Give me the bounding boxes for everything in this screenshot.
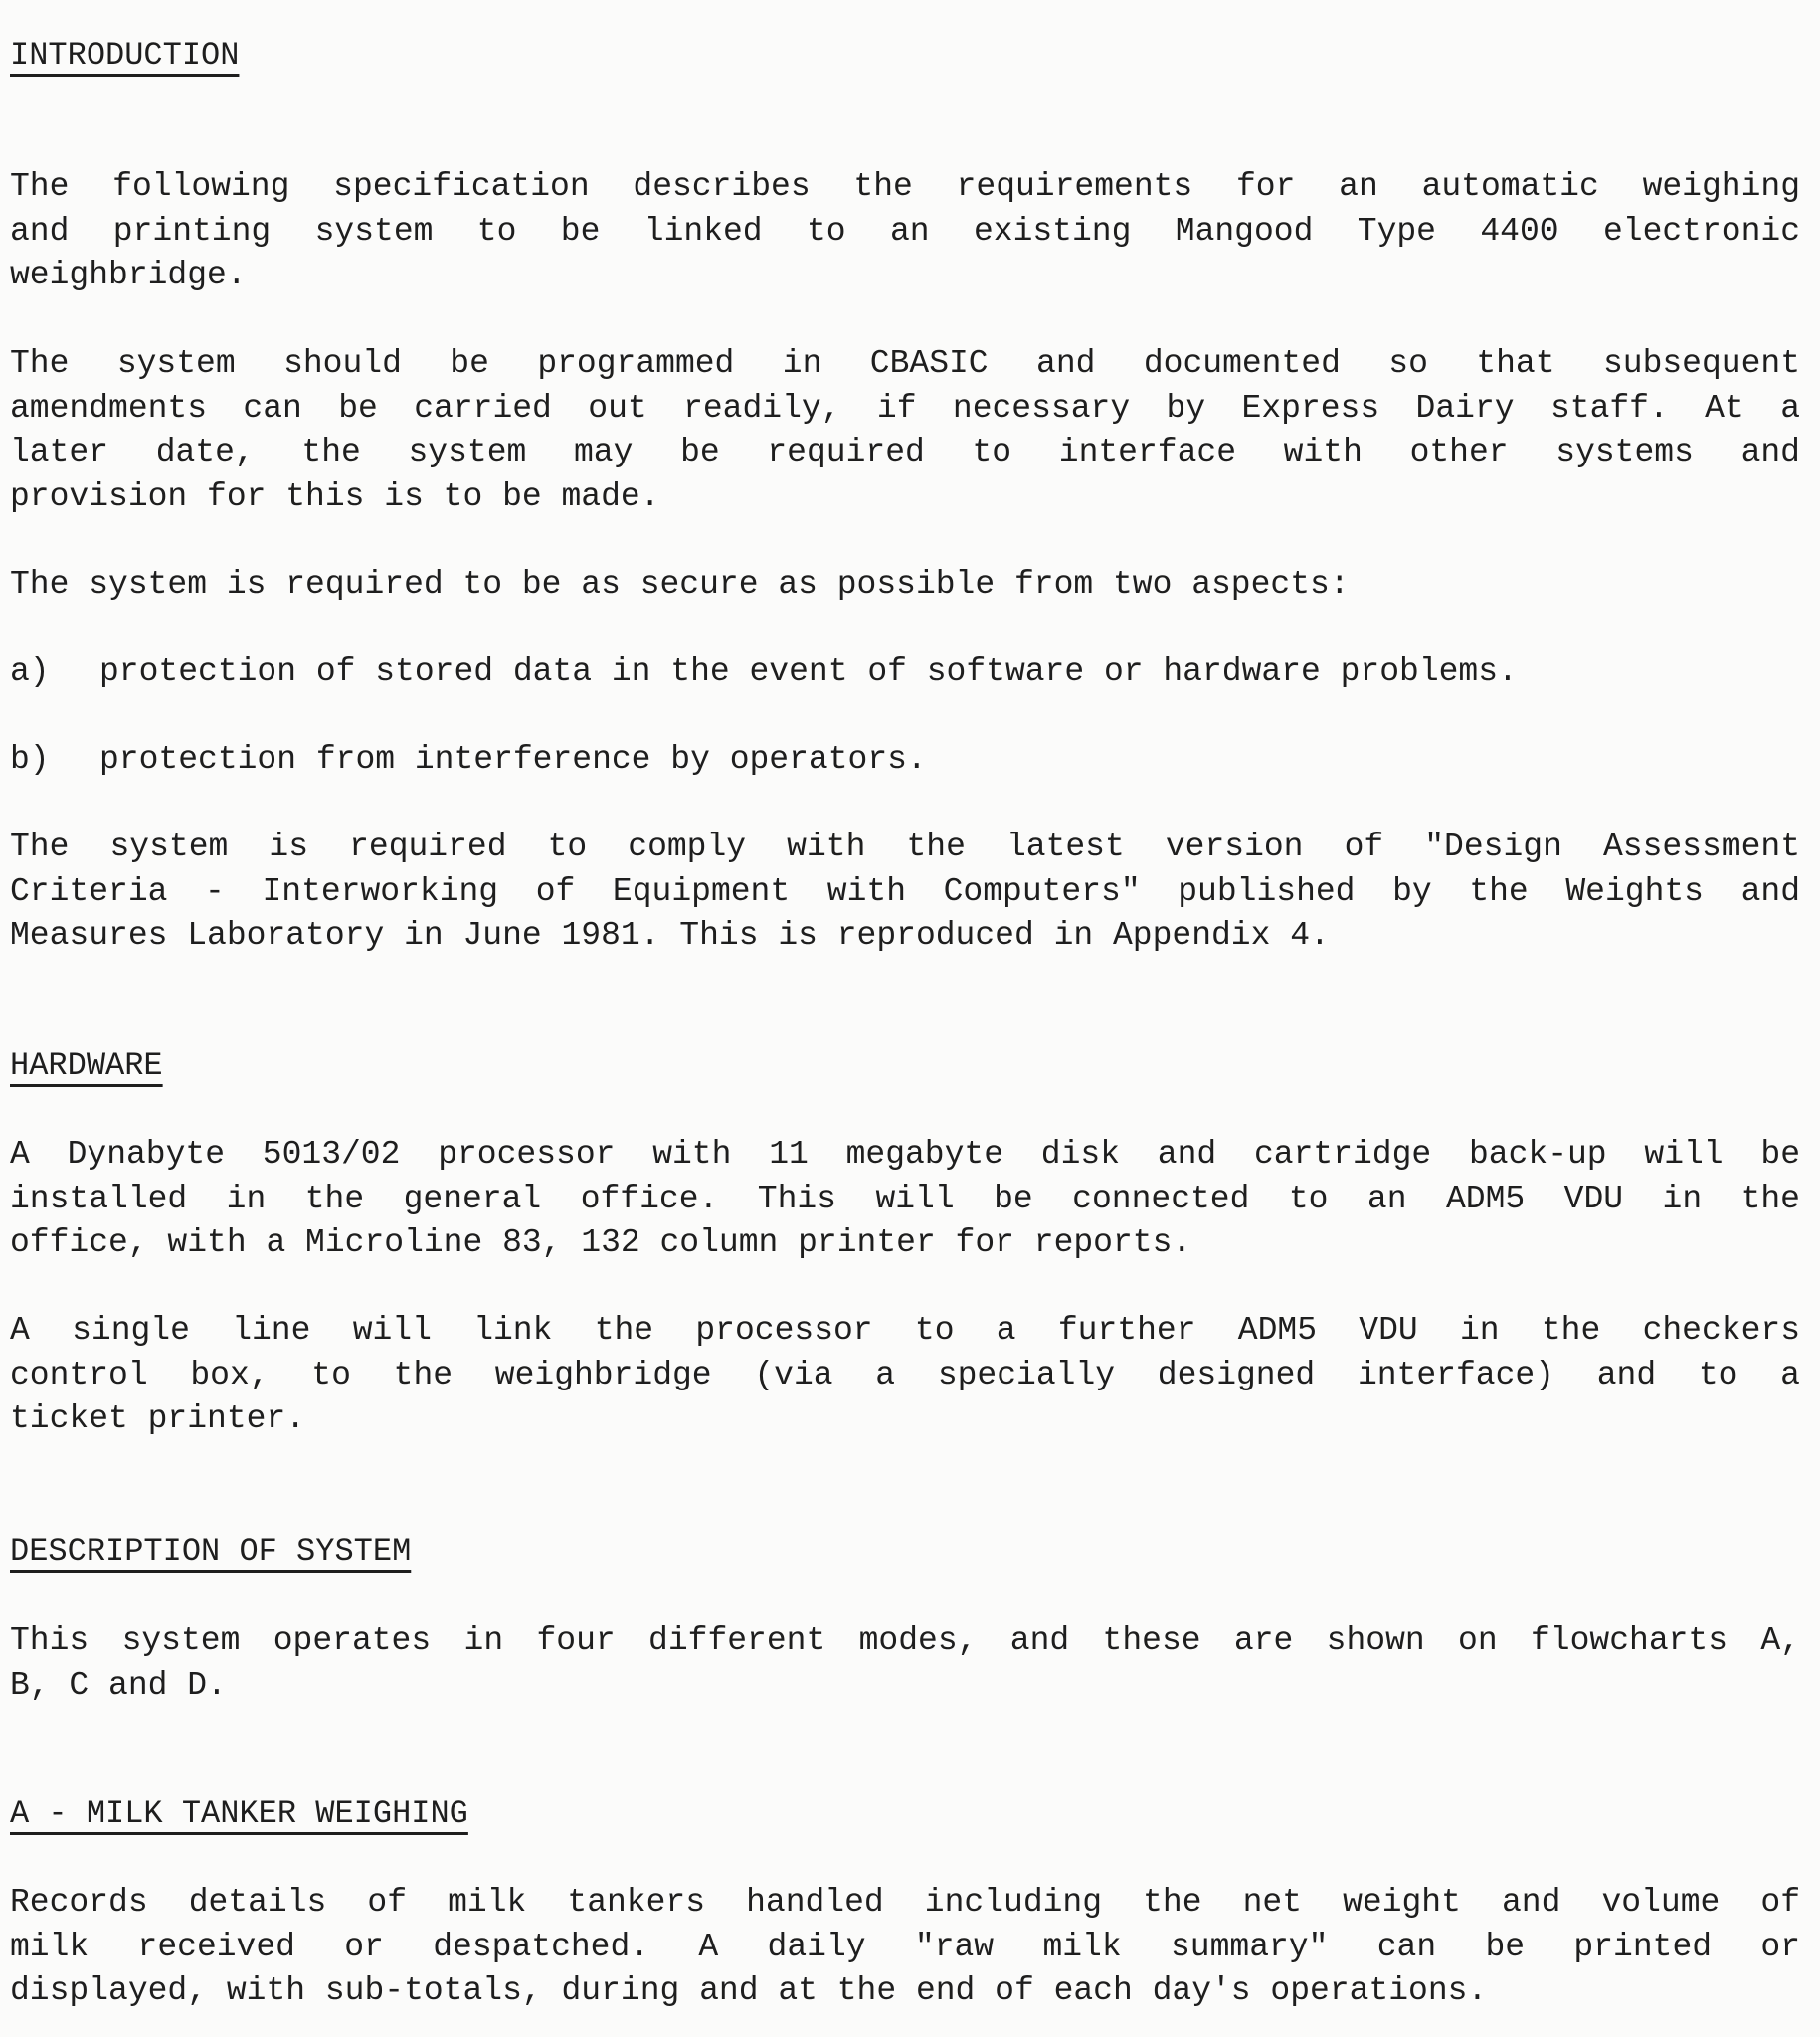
list-item-b (10, 738, 1800, 782)
heading-hardware: HARDWARE (10, 1047, 163, 1084)
description-paragraph-1 (10, 1619, 1800, 1708)
text-line: office, with a Microline 83, 132 column printer for reports. (10, 1224, 1192, 1261)
text-line: weighbridge. (10, 257, 247, 293)
heading-description-of-system: DESCRIPTION OF SYSTEM (10, 1533, 412, 1570)
text-line: The system is required to be as secure as possible from two aspects: (10, 566, 1350, 603)
list-marker: a) (10, 653, 50, 690)
text-line: Records details of milk tankers handled including the net weight and volume of (10, 1884, 1800, 1921)
text-line: This system operates in four different modes, and these are shown on flowcharts A, (10, 1622, 1800, 1659)
text-line: A Dynabyte 5013/02 processor with 11 megabyte disk and cartridge back-up will be (10, 1136, 1800, 1173)
list-item-text: protection of stored data in the event of software or hardware problems. (99, 653, 1518, 690)
intro-paragraph-2 (10, 342, 1800, 519)
list-marker: b) (10, 741, 50, 778)
text-line: amendments can be carried out readily, if necessary by Express Dairy staff. At a (10, 389, 1800, 427)
hardware-paragraph-1 (10, 1133, 1800, 1266)
milk-tanker-paragraph-1 (10, 1881, 1800, 2014)
text-line: B, C and D. (10, 1666, 227, 1704)
intro-paragraph-4 (10, 826, 1800, 959)
intro-paragraph-1 (10, 165, 1800, 298)
text-line: control box, to the weighbridge (via a specially designed interface) and to a (10, 1356, 1800, 1393)
text-line: installed in the general office. This will be connected to an ADM5 VDU in the (10, 1180, 1800, 1217)
text-line: milk received or despatched. A daily "raw milk summary" can be printed or (10, 1928, 1800, 1965)
text-line: Criteria - Interworking of Equipment with Computers" published by the Weights and (10, 872, 1800, 910)
text-line: The system should be programmed in CBASIC and documented so that subsequent (10, 345, 1800, 382)
text-line: The system is required to comply with the latest version of "Design Assessment (10, 829, 1800, 865)
intro-paragraph-3 (10, 563, 1800, 608)
text-line: Measures Laboratory in June 1981. This is reproduced in Appendix 4. (10, 917, 1330, 954)
text-line: and printing system to be linked to an existing Mangood Type 4400 electronic (10, 212, 1800, 250)
list-item-text: protection from interference by operators. (99, 741, 927, 778)
text-line: The following specification describes the requirements for an automatic weighing (10, 168, 1800, 205)
text-line: provision for this is to be made. (10, 477, 660, 515)
text-line: A single line will link the processor to a further ADM5 VDU in the checkers (10, 1312, 1800, 1349)
text-line: later date, the system may be required to interface with other systems and (10, 434, 1800, 470)
list-item-a (10, 650, 1800, 694)
heading-introduction: INTRODUCTION (10, 37, 240, 74)
hardware-paragraph-2 (10, 1309, 1800, 1442)
heading-milk-tanker-weighing: A - MILK TANKER WEIGHING (10, 1795, 468, 1832)
text-line: ticket printer. (10, 1400, 306, 1437)
text-line: displayed, with sub-totals, during and at the end of each day's operations. (10, 1972, 1488, 2009)
